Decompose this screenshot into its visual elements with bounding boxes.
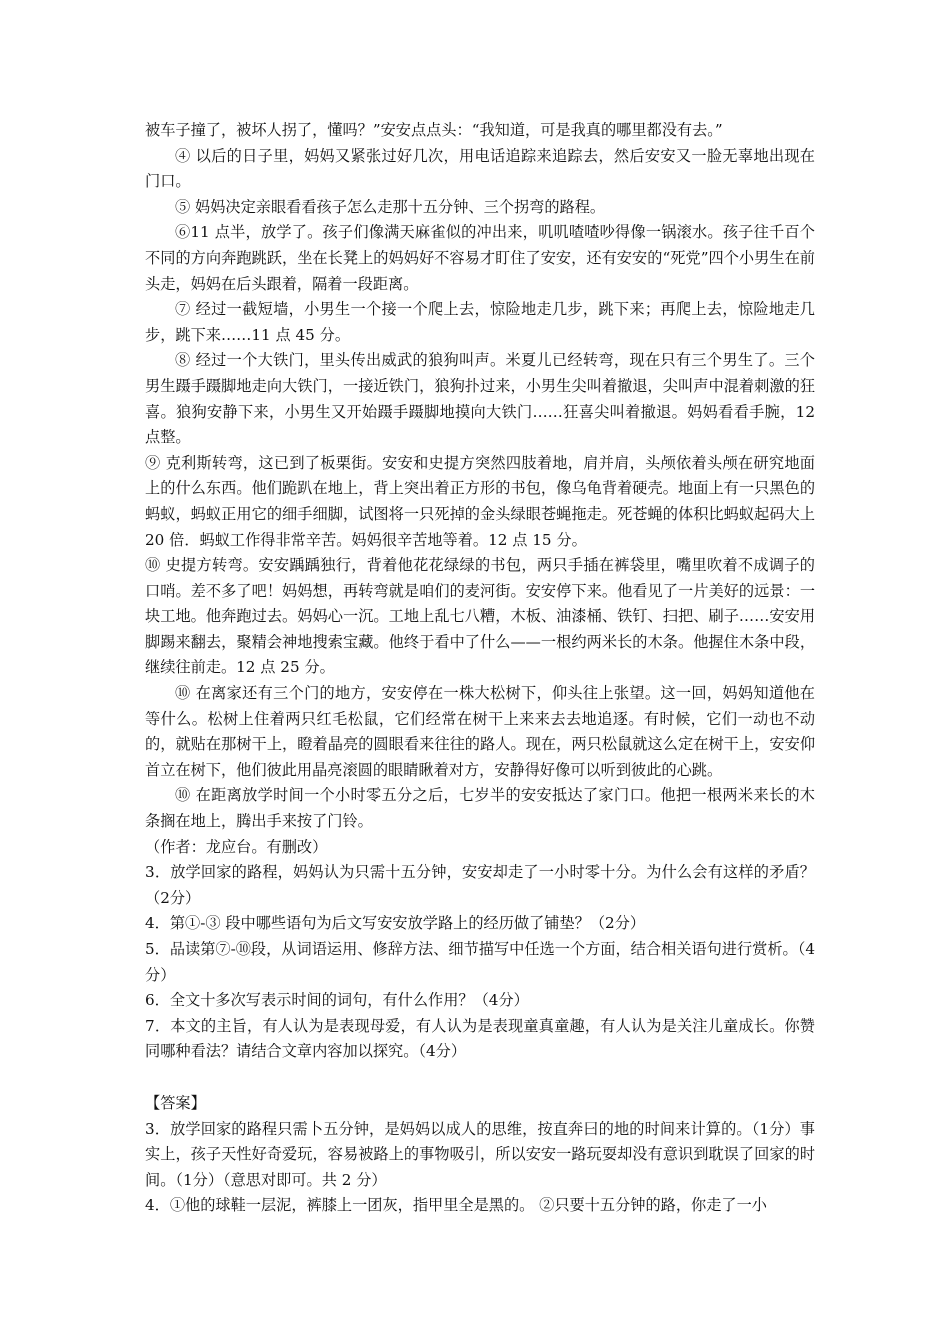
answer-3: 3．放学回家的路程只需卜五分钟，是妈妈以成人的思维，按直奔曰的地的时间来计算的。（1分）事实上，孩子天性好奇爱玩，容易被路上的事物吸引，所以安安一路玩耍却没有意识到耽误了回家的时间。（1分）（意思对即可。共 2 分） [145, 1119, 815, 1189]
story-paragraph-10a: ⑩ 史提方转弯。安安踽踽独行，背着他花花绿绿的书包，两只手插在裤袋里，嘴里吹着不成调子的口哨。差不多了吧！妈妈想，再转弯就是咱们的麦河街。安安停下来。他看见了一片美好的远景：一块工地。他奔跑过去。妈妈心一沉。工地上乱七八糟，木板、油漆桶、铁钉、扫把、刷子……安安用脚踢来翻去，聚精会神地搜索宝藏。他终于看中了什么——一根约两米长的木条。他握住木条中段，继续往前走。12 点 25 分。 [145, 556, 815, 677]
story-paragraph-4: ④ 以后的日子里，妈妈又紧张过好几次，用电话追踪来追踪去，然后安安又一脸无辜地出现在门口。 [145, 146, 815, 191]
story-paragraph-9: ⑨ 克利斯转弯，这已到了板栗街。安安和史提方突然四肢着地，肩并肩，头颅依着头颅在研究地面上的什么东西。他们跪趴在地上，背上突出着正方形的书包，像乌龟背着硬壳。地面上有一只黑色的蚂蚁，蚂蚁正用它的细手细脚，试图将一只死掉的金头绿眼苍蝇拖走。死苍蝇的体积比蚂蚁起码大上 20 倍．蚂蚁工作得非常辛苦。妈妈很辛苦地等着。12 点 15 分。 [145, 453, 815, 549]
story-paragraph-5: ⑤ 妈妈决定亲眼看看孩子怎么走那十五分钟、三个拐弯的路程。 [175, 197, 606, 216]
question-3: 3．放学回家的路程，妈妈认为只需十五分钟，安安却走了一小时零十分。为什么会有这样的矛盾？（2分） [145, 863, 815, 907]
story-paragraph-10b: ⑩ 在离家还有三个门的地方，安安停在一株大松树下，仰头往上张望。这一回，妈妈知道他在等什么。松树上住着两只红毛松鼠，它们经常在树干上来来去去地追逐。有时候，它们一动也不动的，就贴在那树干上，瞪着晶亮的圆眼看来往往的路人。现在，两只松鼠就这么定在树干上，安安仰首立在树下，他们彼此用晶亮滚圆的眼睛瞅着对方，安静得好像可以听到彼此的心跳。 [145, 684, 815, 779]
story-paragraph-10c: ⑩ 在距离放学时间一个小时零五分之后，七岁半的安安抵达了家门口。他把一根两米来长的木条搁在地上，腾出手来按了门铃。 [145, 786, 815, 831]
answer-4: 4．①他的球鞋一层泥，裤膝上一团灰，指甲里全是黑的。 ②只要十五分钟的路，你走了一小 [145, 1196, 767, 1215]
document-page [145, 118, 815, 1219]
answer-heading: 【答案】 [145, 1093, 206, 1112]
story-paragraph-6: ⑥11 点半，放学了。孩子们像满天麻雀似的冲出来，叽叽喳喳吵得像一锅滚水。孩子往千百个不同的方向奔跑跳跃，坐在长凳上的妈妈好不容易才盯住了安安，还有安安的“死党”四个小男生在前头走，妈妈在后头跟着，隔着一段距离。 [145, 223, 815, 293]
question-4: 4．第①-③ 段中哪些语句为后文写安安放学路上的经历做了铺垫？（2分） [145, 914, 646, 933]
section-gap [145, 1065, 815, 1091]
author-note: （作者：龙应台。有删改） [145, 837, 328, 856]
question-5: 5．品读第⑦-⑩段，从词语运用、修辞方法、细节描写中任选一个方面，结合相关语句进行赏析。（4分） [145, 940, 815, 984]
question-7: 7．本文的主旨，有人认为是表现母爱，有人认为是表现童真童趣，有人认为是关注儿童成长。你赞同哪种看法？请结合文章内容加以探究。（4分） [145, 1016, 815, 1061]
story-paragraph-7: ⑦ 经过一截短墙，小男生一个接一个爬上去，惊险地走几步，跳下来；再爬上去，惊险地走几步，跳下来……11 点 45 分。 [145, 300, 815, 344]
story-paragraph-8: ⑧ 经过一个大铁门，里头传出威武的狼狗叫声。米夏儿已经转弯，现在只有三个男生了。三个男生蹑手蹑脚地走向大铁门，一接近铁门，狼狗扑过来，小男生尖叫着撤退，尖叫声中混着刺激的狂喜。狼狗安静下来，小男生又开始蹑手蹑脚地摸向大铁门……狂喜尖叫着撤退。妈妈看看手腕，12 点整。 [145, 351, 815, 447]
story-paragraph-continued: 被车子撞了，被坏人拐了，懂吗？”安安点点头：“我知道，可是我真的哪里都没有去。” [145, 121, 723, 139]
question-6: 6．全文十多次写表示时间的词句，有什么作用？（4分） [145, 991, 529, 1010]
